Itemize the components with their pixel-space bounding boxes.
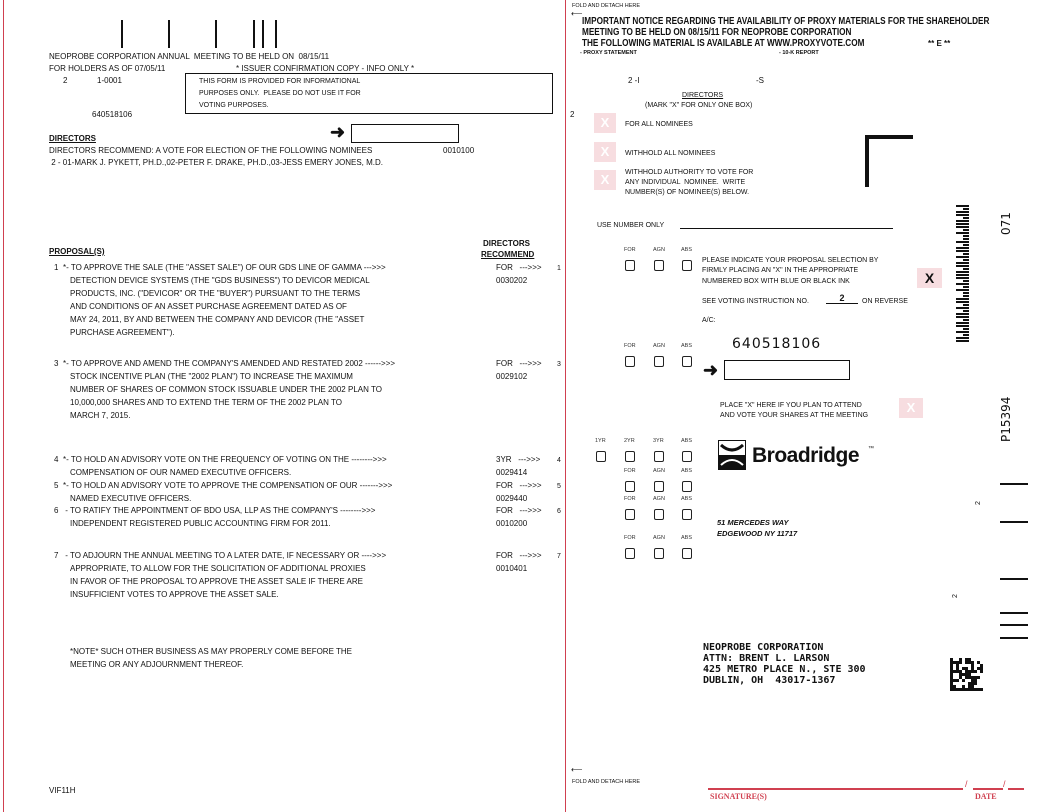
proposal-text: - TO RATIFY THE APPOINTMENT OF BDO USA, LLP AS THE COMPANY'S -------->>> bbox=[63, 506, 376, 515]
barcode-bar bbox=[963, 292, 969, 294]
barcode-bar bbox=[963, 295, 969, 297]
arrow-right-icon: ➜ bbox=[703, 360, 719, 380]
option-label: WITHHOLD ALL NOMINEES bbox=[625, 150, 716, 157]
barcode-bar bbox=[956, 232, 969, 234]
arrow-right-icon: ➜ bbox=[330, 122, 346, 142]
proposal-text: *- TO HOLD AN ADVISORY VOTE TO APPROVE THE COMPENSATION OF OUR ------->>> bbox=[63, 481, 393, 490]
barcode-bar bbox=[956, 331, 969, 333]
withhold-individual-checkbox[interactable]: X bbox=[594, 170, 616, 190]
see-voting: SEE VOTING INSTRUCTION NO. bbox=[702, 298, 809, 305]
vote-label: ABS bbox=[681, 438, 693, 444]
vote-checkbox-agn[interactable] bbox=[654, 481, 664, 492]
datamatrix-cell bbox=[959, 661, 962, 664]
vote-checkbox-abs[interactable] bbox=[682, 260, 692, 271]
barcode-bar bbox=[956, 256, 969, 258]
directors-heading: DIRECTORS bbox=[682, 92, 724, 99]
broadridge-wordmark: Broadridge bbox=[752, 444, 860, 467]
side-small: 2 bbox=[952, 594, 959, 598]
proposal-text: APPROPRIATE, TO ALLOW FOR THE SOLICITATION OF ADDITIONAL PROXIES bbox=[70, 564, 366, 573]
proposal-text: DETECTION DEVICE SYSTEMS (THE "GDS BUSINESS") TO DEVICOR MEDICAL bbox=[70, 276, 370, 285]
barcode-bar bbox=[963, 280, 969, 282]
broadridge-address: 51 MERCEDES WAY bbox=[717, 518, 789, 527]
barcode-bar bbox=[963, 304, 969, 306]
code-s: -S bbox=[756, 76, 764, 85]
proposal-text: MAY 24, 2011, BY AND BETWEEN THE COMPANY AND DEVICOR (THE "ASSET bbox=[70, 315, 365, 324]
directors-code: 0010100 bbox=[443, 146, 475, 155]
barcode-bar bbox=[956, 340, 969, 342]
info-line: THIS FORM IS PROVIDED FOR INFORMATIONAL bbox=[199, 78, 361, 85]
datamatrix-cell bbox=[974, 682, 977, 685]
proposal-recommendation: FOR --->>> bbox=[496, 551, 542, 560]
proposal-number: 3 bbox=[54, 359, 59, 368]
proposal-code: 0010200 bbox=[496, 519, 528, 528]
vote-checkbox-abs[interactable] bbox=[682, 548, 692, 559]
datamatrix-cell bbox=[962, 679, 965, 682]
proposal-text: MARCH 7, 2015. bbox=[70, 411, 131, 420]
barcode-bar bbox=[956, 307, 969, 309]
account-number: 640518106 bbox=[732, 336, 822, 352]
barcode-bar bbox=[963, 238, 969, 240]
instruction-line: PLEASE INDICATE YOUR PROPOSAL SELECTION BY bbox=[702, 257, 879, 264]
proposal-text: STOCK INCENTIVE PLAN (THE "2002 PLAN") TO INCREASE THE MAXIMUM bbox=[70, 372, 353, 381]
vote-label: FOR bbox=[624, 496, 636, 502]
postal-barcode bbox=[955, 205, 969, 345]
datamatrix-cell bbox=[974, 670, 977, 673]
proposal-text: AND CONDITIONS OF AN ASSET PURCHASE AGREEMENT DATED AS OF bbox=[70, 302, 347, 311]
option-label: FOR ALL NOMINEES bbox=[625, 121, 693, 128]
vote-checkbox-agn[interactable] bbox=[654, 356, 664, 367]
vote-label: FOR bbox=[624, 468, 636, 474]
vote-label: 1YR bbox=[595, 438, 606, 444]
barcode-bar bbox=[956, 316, 969, 318]
vote-checkbox-abs[interactable] bbox=[682, 356, 692, 367]
barcode-bar bbox=[963, 235, 969, 237]
barcode-bar bbox=[956, 211, 969, 213]
barcode-bar bbox=[956, 301, 969, 303]
barcode-bar bbox=[963, 286, 969, 288]
vote-checkbox-abs[interactable] bbox=[682, 509, 692, 520]
withhold-all-checkbox[interactable]: X bbox=[594, 142, 616, 162]
trademark: ™ bbox=[868, 446, 874, 452]
proposal-text: *- TO HOLD AN ADVISORY VOTE ON THE FREQUENCY OF VOTING ON THE -------->>> bbox=[63, 455, 387, 464]
issuer-copy: * ISSUER CONFIRMATION COPY - INFO ONLY * bbox=[236, 64, 415, 73]
proposal-code: 0030202 bbox=[496, 276, 528, 285]
datamatrix-cell bbox=[977, 676, 980, 679]
mail-address: 425 METRO PLACE N., STE 300 bbox=[703, 664, 866, 675]
vote-checkbox-abs[interactable] bbox=[682, 451, 692, 462]
vote-checkbox-for[interactable] bbox=[625, 481, 635, 492]
note: MEETING OR ANY ADJOURNMENT THEREOF. bbox=[70, 660, 244, 669]
barcode-bar bbox=[963, 244, 969, 246]
mark-one: (MARK "X" FOR ONLY ONE BOX) bbox=[645, 102, 753, 109]
vote-checkbox-y3[interactable] bbox=[654, 451, 664, 462]
x-sample: X bbox=[917, 268, 942, 288]
vote-checkbox-agn[interactable] bbox=[654, 548, 664, 559]
barcode-bar bbox=[956, 214, 969, 216]
page-edge-line bbox=[3, 0, 4, 812]
recommend-heading: RECOMMEND bbox=[481, 250, 535, 259]
vote-label: FOR bbox=[624, 343, 636, 349]
date-line[interactable] bbox=[973, 788, 1003, 790]
vote-label: ABS bbox=[681, 343, 693, 349]
barcode-bar bbox=[956, 271, 969, 273]
barcode-bar bbox=[963, 328, 969, 330]
side-code: 071 bbox=[999, 212, 1013, 235]
vote-label: ABS bbox=[681, 468, 693, 474]
attend-label: PLACE "X" HERE IF YOU PLAN TO ATTEND bbox=[720, 402, 862, 409]
corner-mark bbox=[865, 135, 913, 139]
code-i: 2 -I bbox=[628, 76, 640, 85]
vote-label: AGN bbox=[653, 247, 665, 253]
datamatrix-code bbox=[950, 658, 983, 691]
vote-label: ABS bbox=[681, 535, 693, 541]
barcode-bar bbox=[956, 283, 969, 285]
meeting-line: NEOPROBE CORPORATION ANNUAL MEETING TO BE HELD ON 08/15/11 bbox=[49, 52, 330, 61]
barcode-bar bbox=[956, 265, 969, 267]
proposals-heading: PROPOSAL(S) bbox=[49, 247, 105, 256]
arrow-left-icon: ⟵ bbox=[571, 765, 583, 774]
barcode-bar bbox=[956, 289, 969, 291]
voting-number: 2 bbox=[826, 294, 858, 304]
vote-label: ABS bbox=[681, 247, 693, 253]
mail-address: ATTN: BRENT L. LARSON bbox=[703, 653, 830, 664]
ac-label: A/C: bbox=[702, 317, 716, 324]
proposal-text: - TO ADJOURN THE ANNUAL MEETING TO A LATER DATE, IF NECESSARY OR ---->>> bbox=[63, 551, 387, 560]
barcode-bar bbox=[956, 247, 969, 249]
directors-heading: DIRECTORS bbox=[49, 134, 96, 143]
option-label: WITHHOLD AUTHORITY TO VOTE FOR ANY INDIVIDUAL NOMINEE. WRITE NUMBER(S) OF NOMINEE(S) BELOW. bbox=[625, 169, 754, 196]
holders-line: FOR HOLDERS AS OF 07/05/11 bbox=[49, 64, 166, 73]
barcode-bar bbox=[956, 250, 969, 252]
nominees: 2 - 01-MARK J. PYKETT, PH.D.,02-PETER F. DRAKE, PH.D.,03-JESS EMERY JONES, M.D. bbox=[49, 158, 384, 167]
fold-label: FOLD AND DETACH HERE bbox=[572, 3, 641, 9]
note: *NOTE* SUCH OTHER BUSINESS AS MAY PROPERLY COME BEFORE THE bbox=[70, 647, 352, 656]
date-slash: / bbox=[1003, 779, 1006, 789]
seq-number: 2 bbox=[570, 110, 575, 119]
barcode-bar bbox=[956, 337, 969, 339]
signature-line[interactable] bbox=[708, 788, 963, 790]
datamatrix-cell bbox=[980, 670, 983, 673]
barcode-bar bbox=[963, 253, 969, 255]
vote-label: FOR bbox=[624, 247, 636, 253]
proposal-text: IN FAVOR OF THE PROPOSAL TO APPROVE THE ASSET SALE IF THERE ARE bbox=[70, 577, 363, 586]
proposal-text: COMPENSATION OF OUR NAMED EXECUTIVE OFFICERS. bbox=[70, 468, 292, 477]
date-line[interactable] bbox=[1008, 788, 1024, 790]
attend-label: AND VOTE YOUR SHARES AT THE MEETING bbox=[720, 412, 869, 419]
recommend-heading: DIRECTORS bbox=[483, 239, 530, 248]
proposal-text: 10,000,000 SHARES AND TO EXTEND THE TERM OF THE 2002 PLAN TO bbox=[70, 398, 342, 407]
form-id: VIF11H bbox=[49, 786, 76, 795]
instruction-line: FIRMLY PLACING AN "X" IN THE APPROPRIATE bbox=[702, 267, 859, 274]
vote-label: AGN bbox=[653, 535, 665, 541]
proposal-text: INDEPENDENT REGISTERED PUBLIC ACCOUNTING FIRM FOR 2011. bbox=[70, 519, 331, 528]
date-slash: / bbox=[965, 779, 968, 789]
use-number-label: USE NUMBER ONLY bbox=[597, 222, 665, 229]
barcode-bar bbox=[963, 334, 969, 336]
vote-label: 3YR bbox=[653, 438, 664, 444]
proposal-side-number: 3 bbox=[557, 361, 561, 368]
proposal-code: 0029440 bbox=[496, 494, 528, 503]
proposal-text: INSUFFICIENT VOTES TO APPROVE THE ASSET SALE. bbox=[70, 590, 279, 599]
e-mark: ** E ** bbox=[928, 39, 951, 48]
vote-checkbox-agn[interactable] bbox=[654, 260, 664, 271]
signature-label: SIGNATURE(S) bbox=[710, 792, 767, 801]
vote-label: AGN bbox=[653, 496, 665, 502]
material-item: - PROXY STATEMENT bbox=[580, 50, 637, 56]
vote-label: 2YR bbox=[624, 438, 635, 444]
corner-mark bbox=[865, 135, 869, 187]
proposal-recommendation: FOR --->>> bbox=[496, 506, 542, 515]
barcode-bar bbox=[956, 223, 969, 225]
barcode-bar bbox=[956, 313, 969, 315]
barcode-bar bbox=[956, 277, 969, 279]
instruction-line: NUMBERED BOX WITH BLUE OR BLACK INK bbox=[702, 278, 850, 285]
vote-label: AGN bbox=[653, 343, 665, 349]
vote-checkbox-for[interactable] bbox=[625, 548, 635, 559]
barcode-bar bbox=[956, 241, 969, 243]
proposal-text: PRODUCTS, INC. ("DEVICOR" OR THE "BUYER") PURSUANT TO THE TERMS bbox=[70, 289, 361, 298]
seq-number: 2 bbox=[63, 76, 68, 85]
barcode-bar bbox=[956, 220, 969, 222]
vote-checkbox-abs[interactable] bbox=[682, 481, 692, 492]
on-reverse: ON REVERSE bbox=[862, 298, 908, 305]
barcode-bar bbox=[956, 325, 969, 327]
side-small: 2 bbox=[975, 501, 982, 505]
proposal-text: *- TO APPROVE AND AMEND THE COMPANY'S AMENDED AND RESTATED 2002 ------>>> bbox=[63, 359, 396, 368]
barcode-bar bbox=[963, 229, 969, 231]
proposal-code: 0029414 bbox=[496, 468, 528, 477]
side-code: P15394 bbox=[999, 396, 1013, 442]
vote-checkbox-agn[interactable] bbox=[654, 509, 664, 520]
barcode-bar bbox=[963, 259, 969, 261]
vote-label: ABS bbox=[681, 496, 693, 502]
notice-line: IMPORTANT NOTICE REGARDING THE AVAILABILITY OF PROXY MATERIALS FOR THE SHAREHOLDER bbox=[582, 16, 990, 27]
vote-label: FOR bbox=[624, 535, 636, 541]
proposal-side-number: 4 bbox=[557, 457, 561, 464]
attend-checkbox[interactable]: X bbox=[899, 398, 923, 418]
vote-checkbox-for[interactable] bbox=[625, 509, 635, 520]
proposal-side-number: 5 bbox=[557, 483, 561, 490]
barcode-bar bbox=[963, 319, 969, 321]
vote-label: AGN bbox=[653, 468, 665, 474]
info-line: VOTING PURPOSES. bbox=[199, 102, 269, 109]
directors-recommend: DIRECTORS RECOMMEND: A VOTE FOR ELECTION OF THE FOLLOWING NOMINEES bbox=[49, 146, 373, 155]
mail-address: DUBLIN, OH 43017-1367 bbox=[703, 675, 836, 686]
fold-line bbox=[565, 0, 566, 812]
barcode-bar bbox=[956, 322, 969, 324]
arrow-left-icon: ⟵ bbox=[571, 9, 583, 18]
proposal-recommendation: FOR --->>> bbox=[496, 481, 542, 490]
proposal-text: PURCHASE AGREEMENT"). bbox=[70, 328, 175, 337]
barcode-bar bbox=[956, 205, 969, 207]
proposal-recommendation: FOR --->>> bbox=[496, 263, 542, 272]
proposal-number: 4 bbox=[54, 455, 59, 464]
vote-checkbox-y1[interactable] bbox=[596, 451, 606, 462]
broadridge-logo-icon bbox=[718, 440, 746, 470]
proposal-text: *- TO APPROVE THE SALE (THE "ASSET SALE") OF OUR GDS LINE OF GAMMA --->>> bbox=[63, 263, 386, 272]
vote-checkbox-for[interactable] bbox=[625, 356, 635, 367]
vote-checkbox-y2[interactable] bbox=[625, 451, 635, 462]
vote-checkbox-for[interactable] bbox=[625, 260, 635, 271]
broadridge-address: EDGEWOOD NY 11717 bbox=[717, 529, 798, 538]
notice-line: THE FOLLOWING MATERIAL IS AVAILABLE AT WWW.PROXYVOTE.COM bbox=[582, 38, 865, 49]
proposal-recommendation: FOR --->>> bbox=[496, 359, 542, 368]
proposal-number: 5 bbox=[54, 481, 59, 490]
proposal-code: 0010401 bbox=[496, 564, 528, 573]
proposal-side-number: 6 bbox=[557, 508, 561, 515]
barcode-bar bbox=[956, 262, 969, 264]
control-code: 1-0001 bbox=[97, 76, 122, 85]
datamatrix-cell bbox=[956, 679, 959, 682]
proposal-side-number: 7 bbox=[557, 553, 561, 560]
info-box bbox=[185, 73, 553, 114]
entry-box[interactable] bbox=[351, 124, 459, 143]
nominee-number-input[interactable] bbox=[680, 228, 893, 229]
proposal-number: 6 bbox=[54, 506, 59, 515]
barcode-bar bbox=[963, 268, 969, 270]
proposal-recommendation: 3YR --->>> bbox=[496, 455, 541, 464]
info-line: PURPOSES ONLY. PLEASE DO NOT USE IT FOR bbox=[199, 90, 361, 97]
proposal-code: 0029102 bbox=[496, 372, 528, 381]
barcode-bar bbox=[956, 274, 969, 276]
barcode-bar bbox=[963, 208, 969, 210]
material-item: - 10-K REPORT bbox=[779, 50, 819, 56]
datamatrix-cell bbox=[980, 688, 983, 691]
date-label: DATE bbox=[975, 792, 997, 801]
account-number: 640518106 bbox=[92, 110, 133, 119]
barcode-bar bbox=[956, 226, 969, 228]
barcode-bar bbox=[963, 217, 969, 219]
proposal-side-number: 1 bbox=[557, 265, 561, 272]
barcode-bar bbox=[963, 310, 969, 312]
for-all-checkbox[interactable]: X bbox=[594, 113, 616, 133]
proposal-number: 1 bbox=[54, 263, 59, 272]
barcode-bar bbox=[956, 298, 969, 300]
proposal-text: NUMBER OF SHARES OF COMMON STOCK ISSUABLE UNDER THE 2002 PLAN TO bbox=[70, 385, 382, 394]
entry-box[interactable] bbox=[724, 360, 850, 380]
fold-label: FOLD AND DETACH HERE bbox=[572, 779, 641, 785]
mail-address: NEOPROBE CORPORATION bbox=[703, 642, 824, 653]
proposal-text: NAMED EXECUTIVE OFFICERS. bbox=[70, 494, 192, 503]
notice-line: MEETING TO BE HELD ON 08/15/11 FOR NEOPROBE CORPORATION bbox=[582, 27, 852, 38]
proposal-number: 7 bbox=[54, 551, 59, 560]
